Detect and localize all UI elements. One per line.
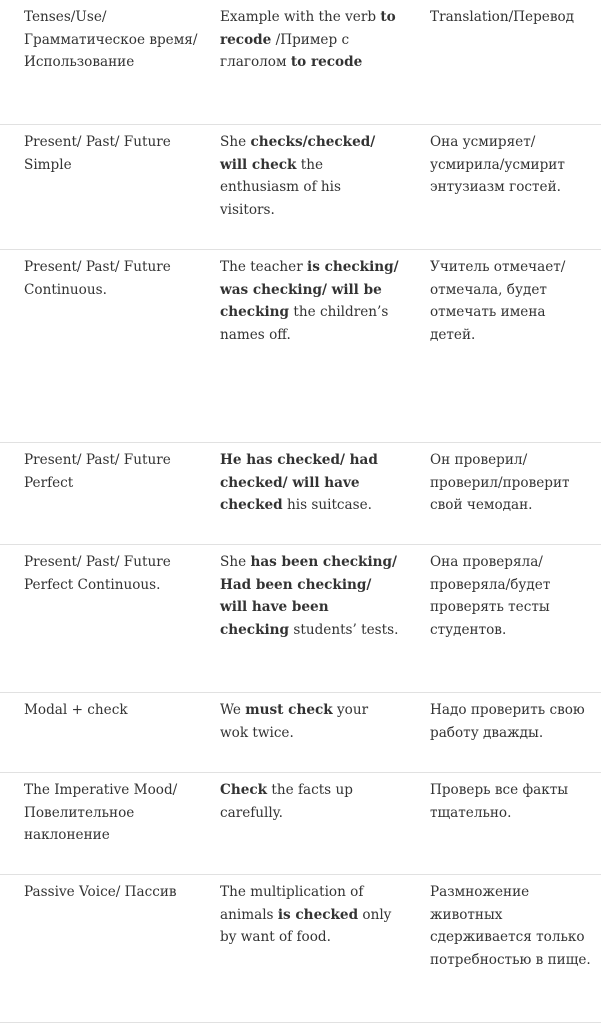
example-part: The teacher <box>220 259 308 275</box>
header-tense-text: Tenses/Use/ Грамматическое время/ Использование <box>24 9 198 70</box>
row-example <box>220 449 400 517</box>
header-example-mid: /Пример с глаголом <box>220 31 350 70</box>
row-tense <box>24 256 204 301</box>
example-part: students’ tests. <box>289 621 399 638</box>
table-row <box>0 693 601 773</box>
header-example <box>220 6 400 74</box>
example-part: his suitcase. <box>282 497 372 513</box>
example-part: the facts up carefully. <box>220 782 353 821</box>
row-tense-text: Present/ Past/ Future Continuous. <box>24 259 171 298</box>
row-example <box>220 779 400 824</box>
example-part: She <box>220 134 251 150</box>
example-part: only by want of food. <box>220 906 392 945</box>
example-verb: has been checking/ Had been checking/ will have been checking <box>220 554 397 638</box>
table-header-row <box>0 0 601 125</box>
example-part: She <box>220 554 251 570</box>
example-verb: checks/checked/ will check <box>220 134 376 173</box>
row-tense <box>24 699 204 722</box>
header-example-verb-ru: to recode <box>290 54 363 70</box>
header-example-prefix: Example with the verb <box>220 9 381 25</box>
row-example <box>220 256 400 346</box>
example-part: your wok twice. <box>220 702 369 741</box>
table-row <box>0 545 601 693</box>
example-part: We <box>220 702 246 718</box>
row-translation <box>430 881 595 971</box>
row-tense <box>24 551 204 596</box>
row-translation <box>430 131 595 199</box>
header-translation <box>430 6 595 29</box>
example-part: The multiplication of animals <box>220 884 364 923</box>
header-tense <box>24 6 204 74</box>
row-example <box>220 699 400 744</box>
row-translation-text: Надо проверить свою работу дважды. <box>430 702 585 741</box>
row-tense <box>24 131 204 176</box>
example-verb: is checked <box>277 906 359 923</box>
row-translation-text: Он проверил/ проверил/проверит свой чемодан. <box>430 452 570 513</box>
example-verb: Check <box>220 782 268 798</box>
row-tense <box>24 449 204 494</box>
table-row <box>0 773 601 875</box>
table-row <box>0 875 601 1023</box>
row-translation-text: Проверь все факты тщательно. <box>430 782 569 821</box>
row-translation-text: Она проверяла/ проверяла/будет проверять тесты студентов. <box>430 554 551 638</box>
row-translation-text: Размножение животных сдерживается только потребностью в пище. <box>430 884 591 968</box>
example-verb: He has checked/ had checked/ will have checked <box>220 452 378 513</box>
row-example <box>220 881 400 949</box>
row-tense-text: Present/ Past/ Future Simple <box>24 134 171 173</box>
example-part: the enthusiasm of his visitors. <box>220 156 342 218</box>
table-row <box>0 250 601 443</box>
row-tense-text: The Imperative Mood/Повелительное наклонение <box>24 782 178 843</box>
table-row <box>0 125 601 250</box>
row-translation-text: Учитель отмечает/ отмечала, будет отмечать имена детей. <box>430 259 566 343</box>
row-tense <box>24 779 204 847</box>
table-row <box>0 443 601 545</box>
row-example <box>220 551 400 641</box>
row-tense <box>24 881 204 904</box>
row-translation <box>430 779 595 824</box>
row-translation-text: Она усмиряет/ усмирила/усмирит энтузиазм гостей. <box>430 134 565 195</box>
example-part: the children’s names off. <box>220 304 389 343</box>
row-translation <box>430 449 595 517</box>
row-translation <box>430 699 595 744</box>
row-tense-text: Modal + check <box>24 702 128 718</box>
example-verb: must check <box>245 702 333 718</box>
header-example-verb: to recode <box>220 9 396 48</box>
row-translation <box>430 256 595 346</box>
row-example <box>220 131 400 221</box>
header-translation-text: Translation/Перевод <box>430 9 575 25</box>
row-tense-text: Present/ Past/ Future Perfect Continuous. <box>24 554 171 593</box>
row-tense-text: Passive Voice/ Пассив <box>24 884 177 900</box>
row-translation <box>430 551 595 641</box>
row-tense-text: Present/ Past/ Future Perfect <box>24 452 171 491</box>
example-verb: is checking/ was checking/ will be checking <box>220 259 399 320</box>
